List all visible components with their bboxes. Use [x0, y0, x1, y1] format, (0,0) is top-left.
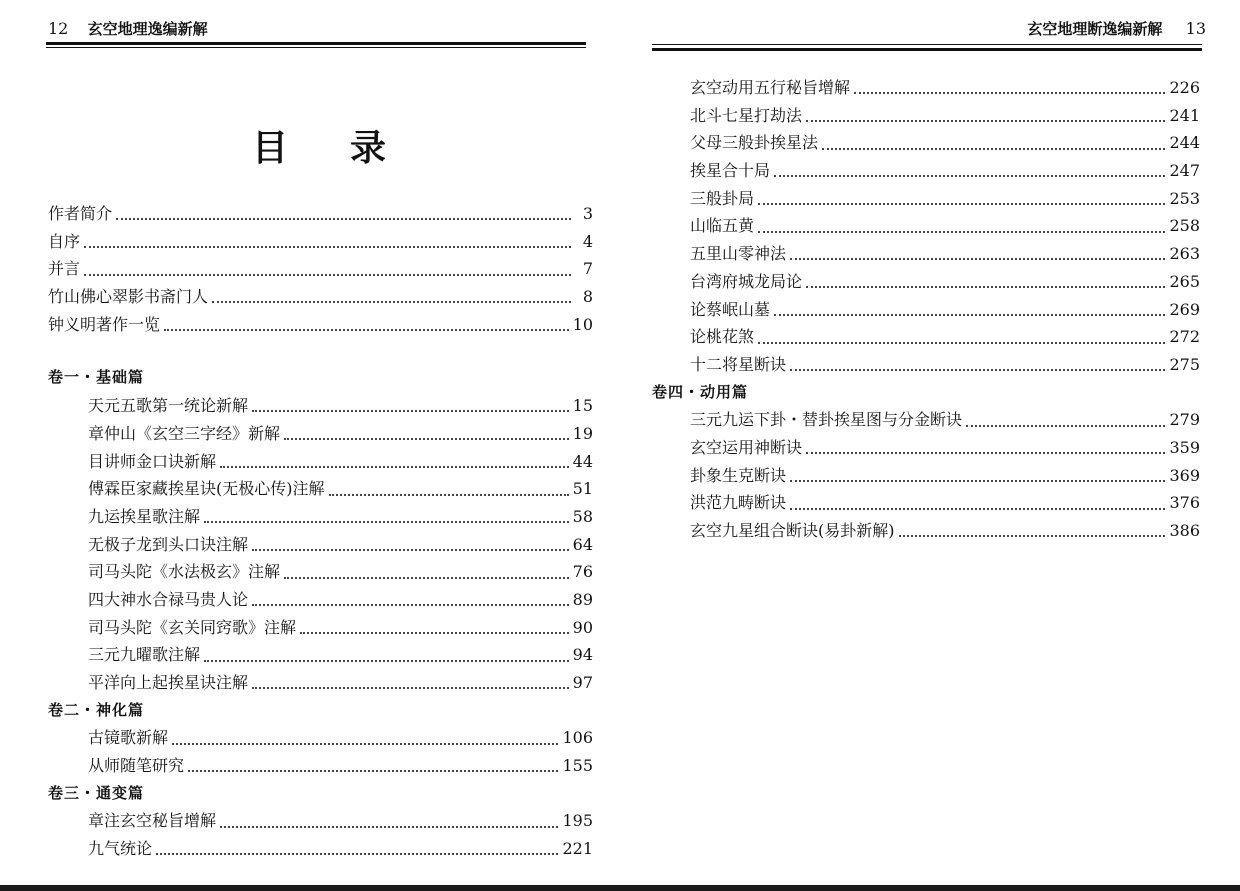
toc-entry: 竹山佛心翠影书斋门人 8	[48, 287, 593, 307]
page-number: 12	[48, 19, 69, 38]
toc-entry: 三元九曜歌注解 94	[88, 645, 593, 665]
toc-entry: 论蔡岷山墓 269	[690, 299, 1200, 319]
header-rule	[46, 42, 586, 45]
section-heading: 卷一・基础篇	[48, 368, 145, 387]
toc-entry: 古镜歌新解 106	[88, 728, 593, 748]
toc-entry: 北斗七星打劫法 241	[690, 105, 1200, 125]
toc-entry: 洪范九畴断诀 376	[690, 493, 1200, 513]
toc-entry: 挨星合十局 247	[690, 161, 1200, 181]
toc-entry: 无极子龙到头口诀注解 64	[88, 534, 593, 554]
toc-right	[652, 74, 1200, 545]
toc-entry: 玄空动用五行秘旨增解 226	[690, 78, 1200, 97]
toc-entry: 钟义明著作一览 10	[48, 314, 593, 334]
section-heading: 卷三・通变篇	[48, 783, 145, 802]
toc-entry: 从师随笔研究 155	[88, 756, 593, 776]
bottom-edge	[0, 885, 1240, 891]
toc-entry: 九气统论 221	[88, 839, 593, 859]
toc-entry: 章注玄空秘旨增解 195	[88, 811, 593, 831]
toc-entry: 九运挨星歌注解 58	[88, 506, 593, 526]
running-title: 玄空地理断逸编新解	[1027, 20, 1163, 38]
left-page-header	[48, 18, 208, 39]
toc-entry: 山临五黄 258	[690, 216, 1200, 236]
toc-entry: 卦象生克断诀 369	[690, 465, 1200, 485]
header-rule	[652, 48, 1202, 51]
toc-entry: 并言 7	[48, 259, 593, 279]
toc-entry: 三般卦局 253	[690, 188, 1200, 208]
toc-entry: 目讲师金口诀新解 44	[88, 451, 593, 471]
toc-entry: 三元九运下卦・替卦挨星图与分金断诀 279	[690, 410, 1200, 430]
toc-entry: 五里山零神法 263	[690, 244, 1200, 264]
toc-entry: 十二将星断诀 275	[690, 354, 1200, 374]
right-page-header	[1027, 18, 1206, 39]
toc-entry: 司马头陀《水法极玄》注解 76	[88, 562, 593, 582]
left-page	[0, 0, 610, 885]
toc-entry: 自序 4	[48, 231, 593, 251]
page-title: 目录	[252, 127, 449, 169]
toc-entry: 玄空运用神断诀 359	[690, 437, 1200, 457]
section-heading: 卷二・神化篇	[48, 700, 145, 719]
toc-entry: 司马头陀《玄关同窍歌》注解 90	[88, 617, 593, 637]
toc-entry: 作者简介 3	[48, 204, 593, 223]
header-rule-thin	[46, 47, 586, 48]
toc-entry: 四大神水合禄马贵人论 89	[88, 589, 593, 609]
toc-entry: 天元五歌第一统论新解 15	[88, 396, 593, 416]
section-heading: 卷四・动用篇	[652, 382, 749, 401]
toc-entry: 章仲山《玄空三字经》新解 19	[88, 423, 593, 443]
page-number: 13	[1185, 19, 1206, 38]
toc-entry: 台湾府城龙局论 265	[690, 271, 1200, 291]
right-page	[630, 0, 1240, 885]
toc-left	[48, 200, 593, 863]
toc-entry: 傅霖臣家藏挨星诀(无极心传)注解 51	[88, 479, 593, 499]
header-rule-thin	[652, 44, 1202, 45]
toc-entry: 论桃花煞 272	[690, 327, 1200, 347]
toc-entry: 父母三般卦挨星法 244	[690, 133, 1200, 153]
running-title: 玄空地理逸编新解	[87, 20, 208, 38]
toc-entry: 平洋向上起挨星诀注解 97	[88, 673, 593, 692]
toc-entry: 玄空九星组合断诀(易卦新解) 386	[690, 521, 1200, 540]
